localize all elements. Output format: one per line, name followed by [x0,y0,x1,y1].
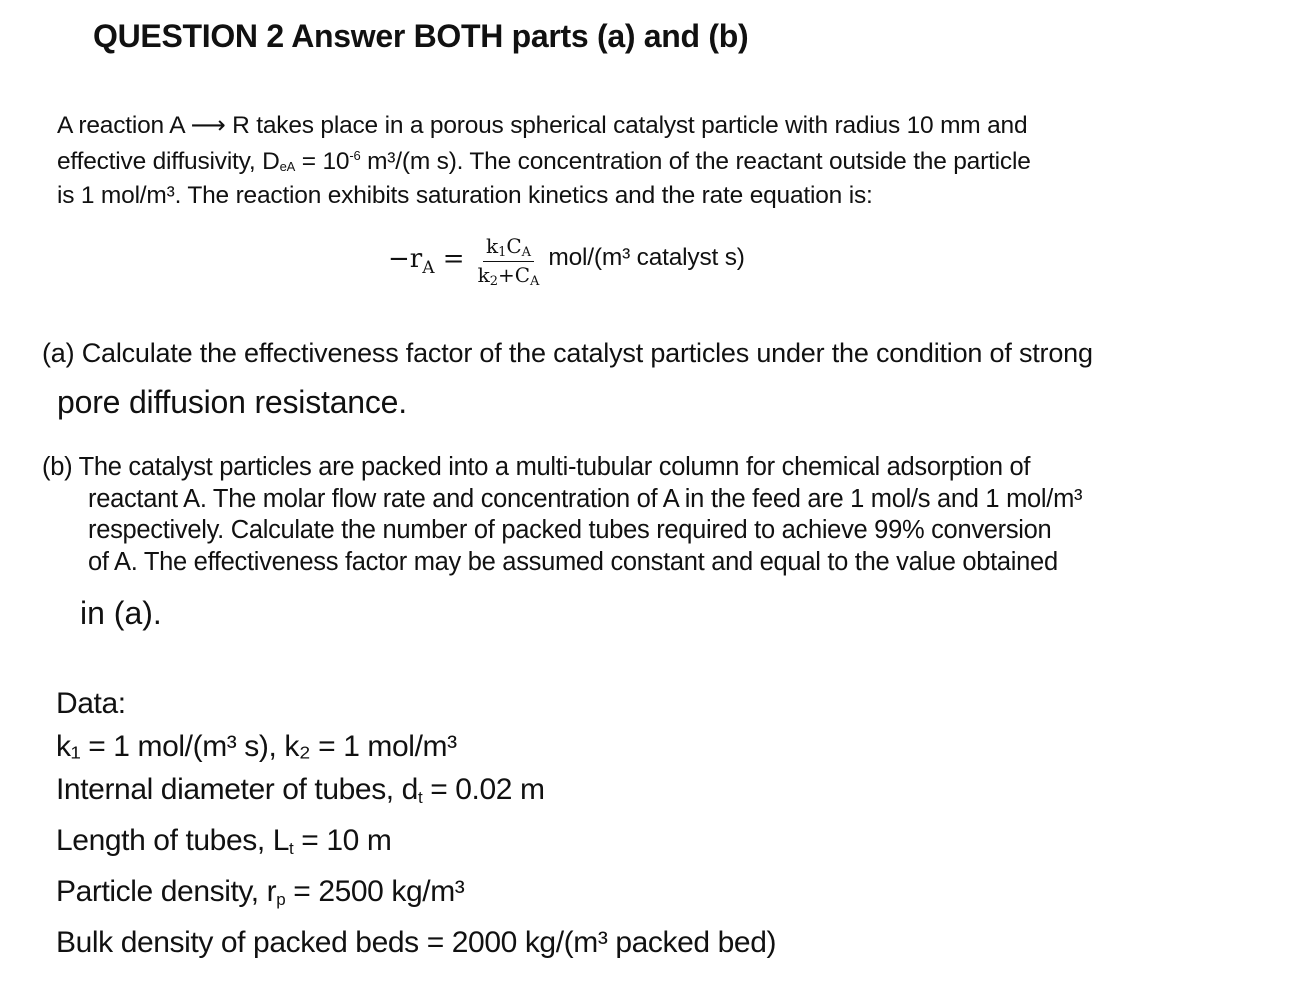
data-heading: Data: [56,687,126,720]
rate-fraction [475,234,543,289]
part-b-line-4: of A. The effectiveness factor may be assumed constant and equal to the value obtained [88,547,1058,576]
intro-line-2-rest: m³/(m s). The concentration of the reactant outside the particle [360,147,1031,175]
problem-statement [57,111,1031,211]
intro-line-2 [57,141,1031,182]
denominator-c-subscript: A [530,273,540,289]
rate-equation [388,228,745,294]
numerator-c: C [506,233,522,258]
data-particle-density [56,870,776,921]
tube-diameter-value: = 0.02 m [422,773,545,806]
part-b-line-5: in (a). [80,595,162,631]
fraction-numerator [483,234,534,262]
tube-diameter-subscript: t [417,788,423,807]
part-b-text [42,452,1082,578]
particle-density-subscript: p [276,890,286,909]
tube-length-label: Length of tubes, L [56,824,289,857]
denominator-k: k [477,262,490,287]
part-b-line-1: (b) The catalyst particles are packed into a multi-tubular column for chemical adsorption of [42,453,1031,481]
denominator-k-subscript: 2 [489,273,498,289]
part-a-line-1: (a) Calculate the effectiveness factor of the catalyst particles under the condition of strong [42,338,1093,368]
particle-density-value: = 2500 kg/m³ [285,875,465,908]
tube-length-value: = 10 m [293,824,392,857]
part-b-line-3: respectively. Calculate the number of packed tubes required to achieve 99% conversion [88,516,1052,544]
fraction-denominator [475,262,543,289]
part-b-line-2: reactant A. The molar flow rate and concentration of A in the feed are 1 mol/s and 1 mol/m³ [88,484,1083,513]
data-bulk-density: Bulk density of packed beds = 2000 kg/(m³ packed bed) [56,926,777,959]
denominator-plus-c: +C [497,262,531,287]
particle-density-label: Particle density, r [56,875,277,908]
equals-sign: = [434,244,465,274]
numerator-k-subscript: 1 [498,244,507,260]
rate-symbol-subscript: A [422,258,435,278]
rate-units: mol/(m³ catalyst s) [548,244,745,271]
intro-line-1: A reaction A ⟶ R takes place in a porous spherical catalyst particle with radius 10 mm and [57,112,1028,139]
tube-length-subscript: t [289,839,294,858]
intro-line-3: is 1 mol/m³. The reaction exhibits saturation kinetics and the rate equation is: [57,182,873,209]
tube-diameter-label: Internal diameter of tubes, d [56,773,418,806]
diffusivity-exponent: -6 [349,147,361,163]
rate-equation-lhs [388,244,465,278]
intro-diffusivity-value: = 10 [295,147,350,175]
data-tube-diameter [56,768,776,819]
rate-symbol: −r [388,244,423,274]
question-title: QUESTION 2 Answer BOTH parts (a) and (b) [93,18,749,54]
diffusivity-subscript: eA [279,158,296,174]
numerator-c-subscript: A [521,244,532,260]
data-rate-constants: k₁ = 1 mol/(m³ s), k₂ = 1 mol/m³ [56,730,457,763]
data-section [56,682,776,964]
part-a-line-2: pore diffusion resistance. [57,384,407,420]
data-tube-length [56,819,776,870]
intro-diffusivity-text: effective diffusivity, D [57,147,280,175]
numerator-k: k [485,233,499,258]
